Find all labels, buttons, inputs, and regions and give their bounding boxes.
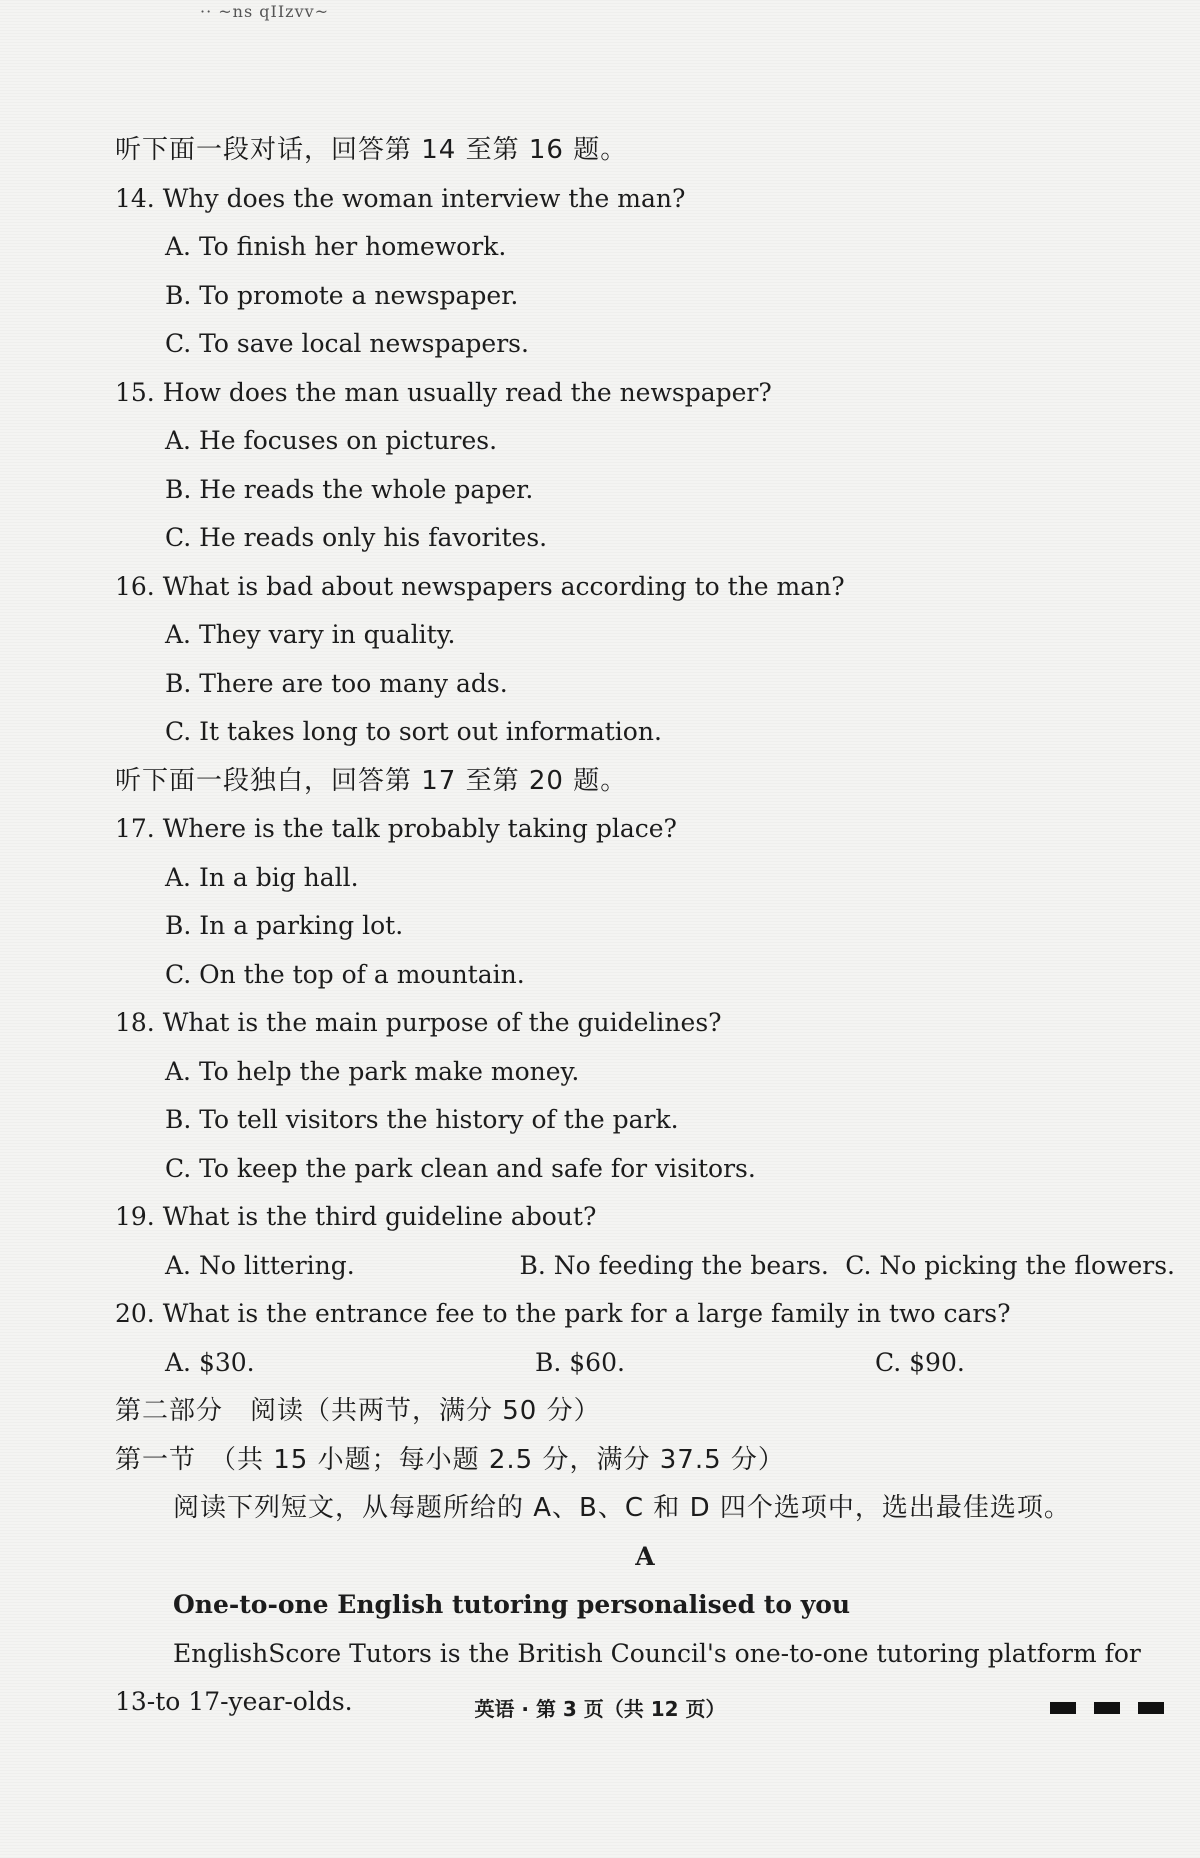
q17-option-c: C. On the top of a mountain. xyxy=(165,959,525,989)
q15-option-b: B. He reads the whole paper. xyxy=(165,474,534,504)
q15-option-c: C. He reads only his favorites. xyxy=(165,523,548,552)
passage-text: EnglishScore Tutors is the British Council's one-to-one tutoring platform for 13-to 17-year-olds. xyxy=(115,1638,1141,1716)
page-footer: 英语 · 第 3 页（共 12 页） xyxy=(474,1697,726,1721)
q19-option-a: A. No littering. xyxy=(165,1250,355,1280)
q16-option-b: B. There are too many ads. xyxy=(165,668,508,698)
q19-option-b: B. No feeding the bears. xyxy=(519,1250,829,1280)
question-15: 15. How does the man usually read the newspaper? xyxy=(115,377,772,407)
q17-option-b: B. In a parking lot. xyxy=(165,911,404,940)
q19-option-c: C. No picking the flowers. xyxy=(845,1250,1175,1280)
question-19: 19. What is the third guideline about? xyxy=(115,1202,597,1231)
passage-label: A xyxy=(635,1541,655,1571)
q15-option-a: A. He focuses on pictures. xyxy=(165,426,498,455)
question-16: 16. What is bad about newspapers according to the man? xyxy=(115,571,845,601)
q14-option-b: B. To promote a newspaper. xyxy=(165,280,519,310)
section-instruction: 听下面一段对话，回答第 14 至第 16 题。 xyxy=(115,135,628,165)
q16-option-c: C. It takes long to sort out information. xyxy=(165,717,662,746)
scan-marks xyxy=(1050,1702,1164,1714)
scan-mark xyxy=(1138,1702,1164,1714)
q16-option-a: A. They vary in quality. xyxy=(165,620,456,649)
question-20: 20. What is the entrance fee to the park for a large family in two cars? xyxy=(115,1299,1011,1328)
top-scrap-text: ·· ~ns qIIzvv~ xyxy=(200,2,330,21)
q18-option-b: B. To tell visitors the history of the park. xyxy=(165,1105,679,1134)
part-heading: 第二部分 阅读（共两节，满分 50 分） xyxy=(115,1396,601,1426)
q18-option-a: A. To help the park make money. xyxy=(165,1056,580,1086)
scan-mark xyxy=(1094,1702,1120,1714)
q20-option-a: A. $30. xyxy=(165,1347,255,1377)
q17-option-a: A. In a big hall. xyxy=(165,862,359,892)
q20-options xyxy=(115,1339,1175,1388)
scan-mark xyxy=(1050,1702,1076,1714)
q14-option-c: C. To save local newspapers. xyxy=(165,329,529,358)
passage-title: One-to-one English tutoring personalised to you xyxy=(173,1590,851,1619)
question-17: 17. Where is the talk probably taking place? xyxy=(115,814,677,843)
q18-option-c: C. To keep the park clean and safe for visitors. xyxy=(165,1153,756,1183)
reading-instruction: 阅读下列短文，从每题所给的 A、B、C 和 D 四个选项中，选出最佳选项。 xyxy=(173,1493,1071,1523)
q20-option-b: B. $60. xyxy=(535,1347,625,1377)
exam-content xyxy=(115,126,1175,1727)
q20-option-c: C. $90. xyxy=(875,1347,965,1377)
question-14: 14. Why does the woman interview the man? xyxy=(115,183,686,213)
q19-options xyxy=(115,1242,1175,1291)
q14-option-a: A. To finish her homework. xyxy=(165,232,507,261)
question-18: 18. What is the main purpose of the guidelines? xyxy=(115,1008,722,1037)
section-heading: 第一节 （共 15 小题；每小题 2.5 分，满分 37.5 分） xyxy=(115,1444,785,1475)
section-instruction: 听下面一段独白，回答第 17 至第 20 题。 xyxy=(115,765,628,796)
